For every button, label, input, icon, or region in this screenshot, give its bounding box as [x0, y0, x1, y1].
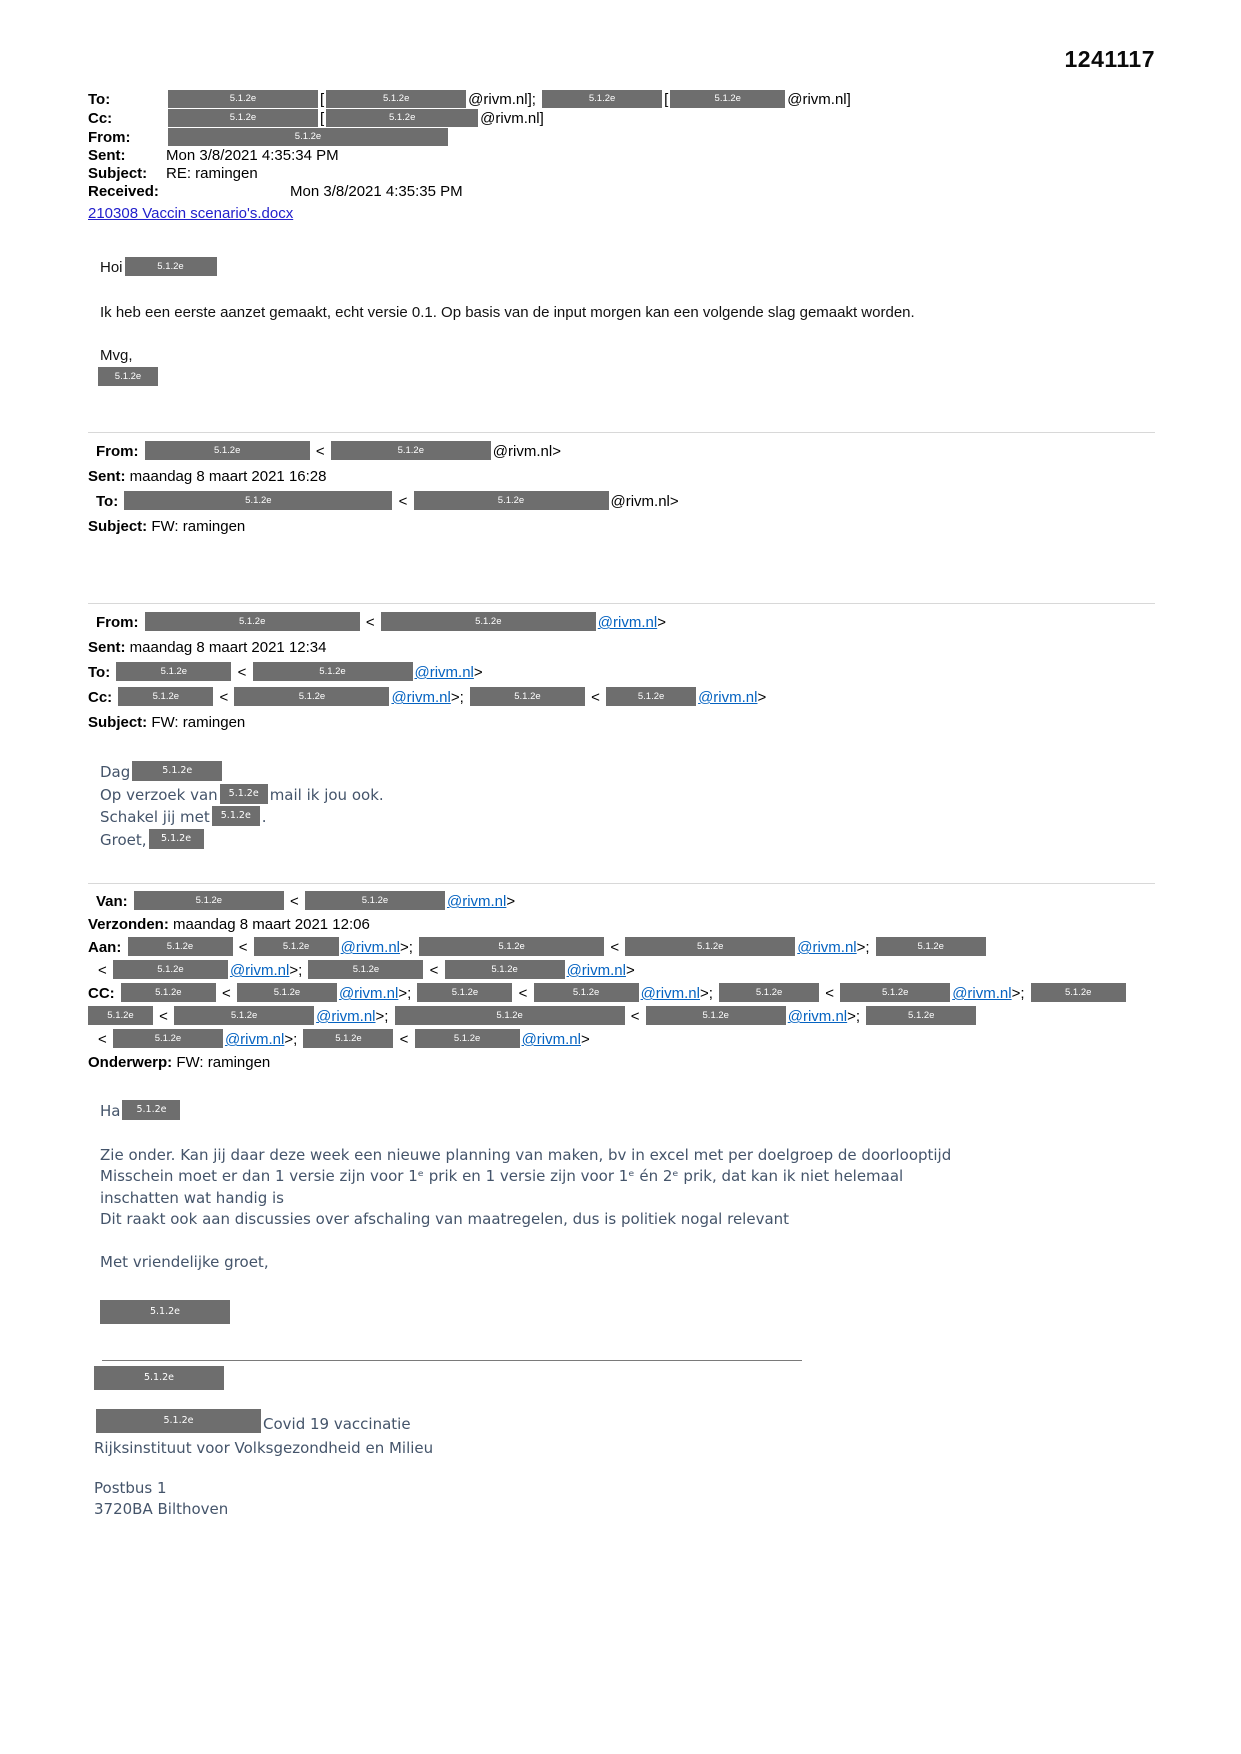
redaction-box: 5.1.2e [122, 1100, 180, 1120]
redaction-box: 5.1.2e [840, 983, 950, 1002]
signature-team: Covid 19 vaccinatie [263, 1415, 411, 1433]
email3-to-row [88, 660, 1155, 685]
rivm-email-link[interactable]: @rivm.nl [340, 939, 401, 956]
greeting-text: Hoi [100, 259, 123, 276]
email1-greeting-line [100, 257, 1155, 276]
email4-body [94, 1100, 1155, 1520]
email3-cc-row [88, 685, 1155, 710]
email3-header [88, 603, 1155, 851]
rivm-text: @rivm.nl]; [468, 91, 536, 108]
redaction-box: 5.1.2e [326, 109, 478, 127]
from-label: From: [96, 614, 139, 631]
attachment-row [88, 205, 1155, 223]
email1-body [100, 257, 1155, 386]
header-sent-row [88, 147, 1155, 165]
redaction-box: 5.1.2e [646, 1006, 786, 1025]
redaction-box: 5.1.2e [134, 891, 284, 910]
email2-from-row [88, 439, 1155, 464]
lt: < [518, 985, 528, 1002]
redaction-box: 5.1.2e [606, 687, 696, 706]
rivm-text: @rivm.nl [610, 493, 670, 510]
lt: < [399, 1031, 409, 1048]
email2-sent-row [88, 464, 1155, 489]
redaction-box: 5.1.2e [234, 687, 389, 706]
subject-label: Subject: [88, 165, 148, 182]
signature-role-line [94, 1409, 1155, 1436]
body-line: Dit raakt ook aan discussies over afschaling van maatregelen, dus is politiek nogal relevant [100, 1210, 790, 1228]
sent-label: Sent: [88, 468, 126, 485]
divider [88, 603, 1155, 604]
body-line: Misschein moet er dan 1 versie zijn voor 1ᵉ prik en 1 versie zijn voor 1ᵉ én 2ᵉ prik, dat kan ik niet helemaal [100, 1167, 904, 1185]
redaction-box: 5.1.2e [128, 937, 233, 956]
onderwerp-label: Onderwerp: [88, 1054, 173, 1071]
body-line [100, 806, 1155, 829]
body-text: Schakel jij met [100, 808, 210, 826]
lt: < [315, 443, 325, 460]
redaction-box: 5.1.2e [305, 891, 445, 910]
attachment-link[interactable]: 210308 Vaccin scenario's.docx [88, 205, 294, 222]
redaction-box: 5.1.2e [719, 983, 819, 1002]
redaction-box: 5.1.2e [331, 441, 491, 460]
redaction-box: 5.1.2e [876, 937, 986, 956]
greeting-line [100, 761, 1155, 784]
gt-semi: >; [699, 985, 713, 1002]
redaction-box: 5.1.2e [237, 983, 337, 1002]
rivm-email-link[interactable]: @rivm.nl [391, 689, 451, 706]
gt-semi: >; [375, 1008, 389, 1025]
body-text: mail ik jou ook. [269, 785, 384, 804]
lt: < [219, 689, 229, 706]
rivm-email-link[interactable]: @rivm.nl [640, 985, 700, 1002]
rivm-email-link[interactable]: @rivm.nl [229, 962, 290, 979]
redaction-box: 5.1.2e [149, 829, 204, 849]
gt: > [552, 443, 561, 460]
document-number: 1241117 [1064, 46, 1155, 72]
redaction-box: 5.1.2e [116, 662, 231, 681]
email4-aan-row-1 [88, 936, 1155, 959]
closing-text: Groet, [100, 830, 147, 849]
redaction-box: 5.1.2e [121, 983, 216, 1002]
rivm-text: @rivm.nl] [787, 91, 851, 108]
lt: < [610, 939, 620, 956]
verzonden-value: maandag 8 maart 2021 12:06 [173, 916, 370, 933]
email4-verzonden-row [88, 913, 1155, 936]
email4-van-row [88, 890, 1155, 913]
rivm-text: @rivm.nl] [480, 110, 544, 127]
redaction-box: 5.1.2e [168, 90, 318, 108]
lt: < [398, 493, 408, 510]
redaction-box: 5.1.2e [419, 937, 604, 956]
redaction-box: 5.1.2e [88, 1006, 153, 1025]
redaction-box: 5.1.2e [145, 441, 310, 460]
signature-address [94, 1478, 1155, 1520]
header-from-row [88, 128, 1155, 147]
rivm-email-link[interactable]: @rivm.nl [316, 1008, 376, 1025]
redaction-box: 5.1.2e [96, 1409, 261, 1433]
email4-closing: Met vriendelijke groet, [100, 1252, 269, 1271]
greeting-text: Dag [100, 763, 131, 781]
redaction-box: 5.1.2e [253, 662, 413, 681]
gt-semi: >; [847, 1008, 861, 1025]
lt: < [825, 985, 835, 1002]
gt: > [669, 493, 679, 510]
redaction-box: 5.1.2e [417, 983, 512, 1002]
email4-aan-row-2 [88, 959, 1155, 982]
signature-organisation: Rijksinstituut voor Volksgezondheid en Milieu [94, 1438, 434, 1457]
email4-header [88, 883, 1155, 1520]
header-to-row [88, 90, 1155, 109]
redaction-box: 5.1.2e [113, 960, 228, 979]
cc-value [166, 109, 544, 128]
email3-from-row [88, 610, 1155, 635]
body-text: . [261, 808, 267, 826]
cc-label: Cc: [88, 110, 113, 127]
subject-value: FW: ramingen [151, 714, 246, 731]
email4-onderwerp-row [88, 1051, 1155, 1074]
email2-header [88, 432, 1155, 539]
sent-value: maandag 8 maart 2021 12:34 [129, 639, 327, 656]
gt: > [580, 1031, 590, 1048]
redaction-box: 5.1.2e [254, 937, 339, 956]
rivm-email-link[interactable]: @rivm.nl [797, 939, 857, 956]
lt: < [98, 1031, 107, 1048]
cc-label: CC: [88, 985, 115, 1002]
email4-paragraph [100, 1145, 1155, 1231]
gt: > [625, 962, 635, 979]
gt-semi: >; [856, 939, 870, 956]
gt: > [657, 614, 666, 631]
redaction-box: 5.1.2e [145, 612, 360, 631]
rivm-email-link[interactable]: @rivm.nl [414, 664, 474, 681]
rivm-email-link[interactable]: @rivm.nl [224, 1031, 285, 1048]
gt-semi: >; [400, 939, 413, 956]
rivm-email-link[interactable]: @rivm.nl [446, 893, 507, 910]
body-line [100, 784, 1155, 807]
sent-label: Sent: [88, 639, 126, 656]
onderwerp-value: FW: ramingen [176, 1054, 271, 1071]
redaction-box: 5.1.2e [168, 109, 318, 127]
redaction-box: 5.1.2e [414, 491, 609, 510]
email-header [88, 90, 1155, 223]
sender-name-redacted [98, 1300, 1155, 1327]
gt-semi: >; [284, 1031, 298, 1048]
greeting-text: Ha [100, 1102, 121, 1120]
email4-cc-row-2 [88, 1005, 1155, 1028]
email4-cc-row-1 [88, 982, 1155, 1005]
gt-semi: >; [289, 962, 303, 979]
received-value: Mon 3/8/2021 4:35:35 PM [290, 183, 463, 200]
to-label: To: [96, 493, 119, 510]
redaction-box: 5.1.2e [168, 128, 448, 146]
redaction-box: 5.1.2e [124, 491, 392, 510]
from-value [166, 128, 450, 147]
email2-to-row [88, 489, 1155, 514]
redaction-box: 5.1.2e [113, 1029, 223, 1048]
subject-label: Subject: [88, 714, 148, 731]
address-line: Postbus 1 [94, 1479, 167, 1497]
body-text: Op verzoek van [100, 785, 218, 804]
lt: < [365, 614, 375, 631]
subject-label: Subject: [88, 518, 148, 535]
redaction-box: 5.1.2e [125, 257, 217, 276]
redaction-box: 5.1.2e [625, 937, 795, 956]
redaction-box: 5.1.2e [100, 1300, 230, 1324]
redaction-box: 5.1.2e [381, 612, 596, 631]
rivm-email-link[interactable]: @rivm.nl [787, 1008, 848, 1025]
lt: < [222, 985, 231, 1002]
verzonden-label: Verzonden: [88, 916, 169, 933]
to-label: To: [88, 664, 111, 681]
redaction-box: 5.1.2e [1031, 983, 1126, 1002]
body-line: Zie onder. Kan jij daar deze week een nieuwe planning van maken, bv in excel met per doelgroep de doorlooptijd [100, 1145, 952, 1164]
signature-divider [102, 1360, 802, 1361]
redaction-box: 5.1.2e [866, 1006, 976, 1025]
greeting-line [100, 1100, 1155, 1123]
email4-cc-row-3 [88, 1028, 1155, 1051]
bracket: [ [320, 110, 325, 127]
header-received-row [88, 183, 1155, 201]
lt: < [238, 939, 248, 956]
gt-semi: >; [450, 689, 464, 706]
lt: < [290, 893, 299, 910]
email3-sent-row [88, 635, 1155, 660]
subject-value: FW: ramingen [151, 518, 246, 535]
redaction-box: 5.1.2e [212, 806, 260, 826]
rivm-text: @rivm.nl [492, 443, 553, 460]
lt: < [591, 689, 600, 706]
gt-semi: >; [398, 985, 412, 1002]
redaction-box: 5.1.2e [220, 784, 268, 804]
received-label: Received: [88, 183, 159, 200]
bracket: [ [664, 91, 669, 108]
sent-value: Mon 3/8/2021 4:35:34 PM [166, 147, 339, 164]
redaction-box: 5.1.2e [445, 960, 565, 979]
lt: < [237, 664, 247, 681]
aan-label: Aan: [88, 939, 122, 956]
redaction-box: 5.1.2e [308, 960, 423, 979]
signature-name-redacted [92, 1366, 1155, 1393]
redaction-box: 5.1.2e [415, 1029, 520, 1048]
email2-subject-row [88, 514, 1155, 539]
redaction-box: 5.1.2e [470, 687, 585, 706]
rivm-email-link[interactable]: @rivm.nl [566, 962, 626, 979]
lt: < [630, 1008, 640, 1025]
van-label: Van: [96, 893, 128, 910]
redaction-box: 5.1.2e [94, 1366, 224, 1390]
cc-label: Cc: [88, 689, 113, 706]
divider [88, 883, 1155, 884]
redaction-box: 5.1.2e [174, 1006, 314, 1025]
sent-label: Sent: [88, 147, 126, 164]
to-value [166, 90, 851, 109]
closing-line [100, 829, 1155, 852]
email1-signature [96, 367, 1155, 386]
lt: < [159, 1008, 168, 1025]
bracket: [ [320, 91, 325, 108]
rivm-email-link[interactable]: @rivm.nl [952, 985, 1012, 1002]
redaction-box: 5.1.2e [98, 367, 158, 386]
divider [88, 432, 1155, 433]
email3-body [100, 761, 1155, 851]
rivm-email-link[interactable]: @rivm.nl [597, 614, 658, 631]
header-subject-row [88, 165, 1155, 183]
email1-paragraph: Ik heb een eerste aanzet gemaakt, echt versie 0.1. Op basis van de input morgen kan een volgende slag gemaakt worden. [100, 304, 915, 321]
lt: < [98, 962, 107, 979]
body-line: inschatten wat handig is [100, 1188, 284, 1207]
redaction-box: 5.1.2e [670, 90, 785, 108]
redaction-box: 5.1.2e [326, 90, 466, 108]
gt: > [473, 664, 483, 681]
gt: > [506, 893, 516, 910]
lt: < [429, 962, 439, 979]
address-line: 3720BA Bilthoven [94, 1500, 229, 1518]
to-label: To: [88, 91, 111, 108]
rivm-email-link[interactable]: @rivm.nl [698, 689, 758, 706]
redaction-box: 5.1.2e [132, 761, 222, 781]
sent-value: maandag 8 maart 2021 16:28 [129, 468, 327, 485]
redaction-box: 5.1.2e [534, 983, 639, 1002]
from-label: From: [88, 129, 131, 146]
email1-closing: Mvg, [100, 347, 133, 364]
rivm-email-link[interactable]: @rivm.nl [521, 1031, 581, 1048]
header-cc-row [88, 109, 1155, 128]
email3-subject-row [88, 710, 1155, 735]
redaction-box: 5.1.2e [542, 90, 662, 108]
rivm-email-link[interactable]: @rivm.nl [338, 985, 399, 1002]
redaction-box: 5.1.2e [303, 1029, 393, 1048]
redaction-box: 5.1.2e [395, 1006, 625, 1025]
from-label: From: [96, 443, 139, 460]
gt: > [757, 689, 767, 706]
gt-semi: >; [1011, 985, 1025, 1002]
subject-value: RE: ramingen [166, 165, 258, 182]
redaction-box: 5.1.2e [118, 687, 213, 706]
